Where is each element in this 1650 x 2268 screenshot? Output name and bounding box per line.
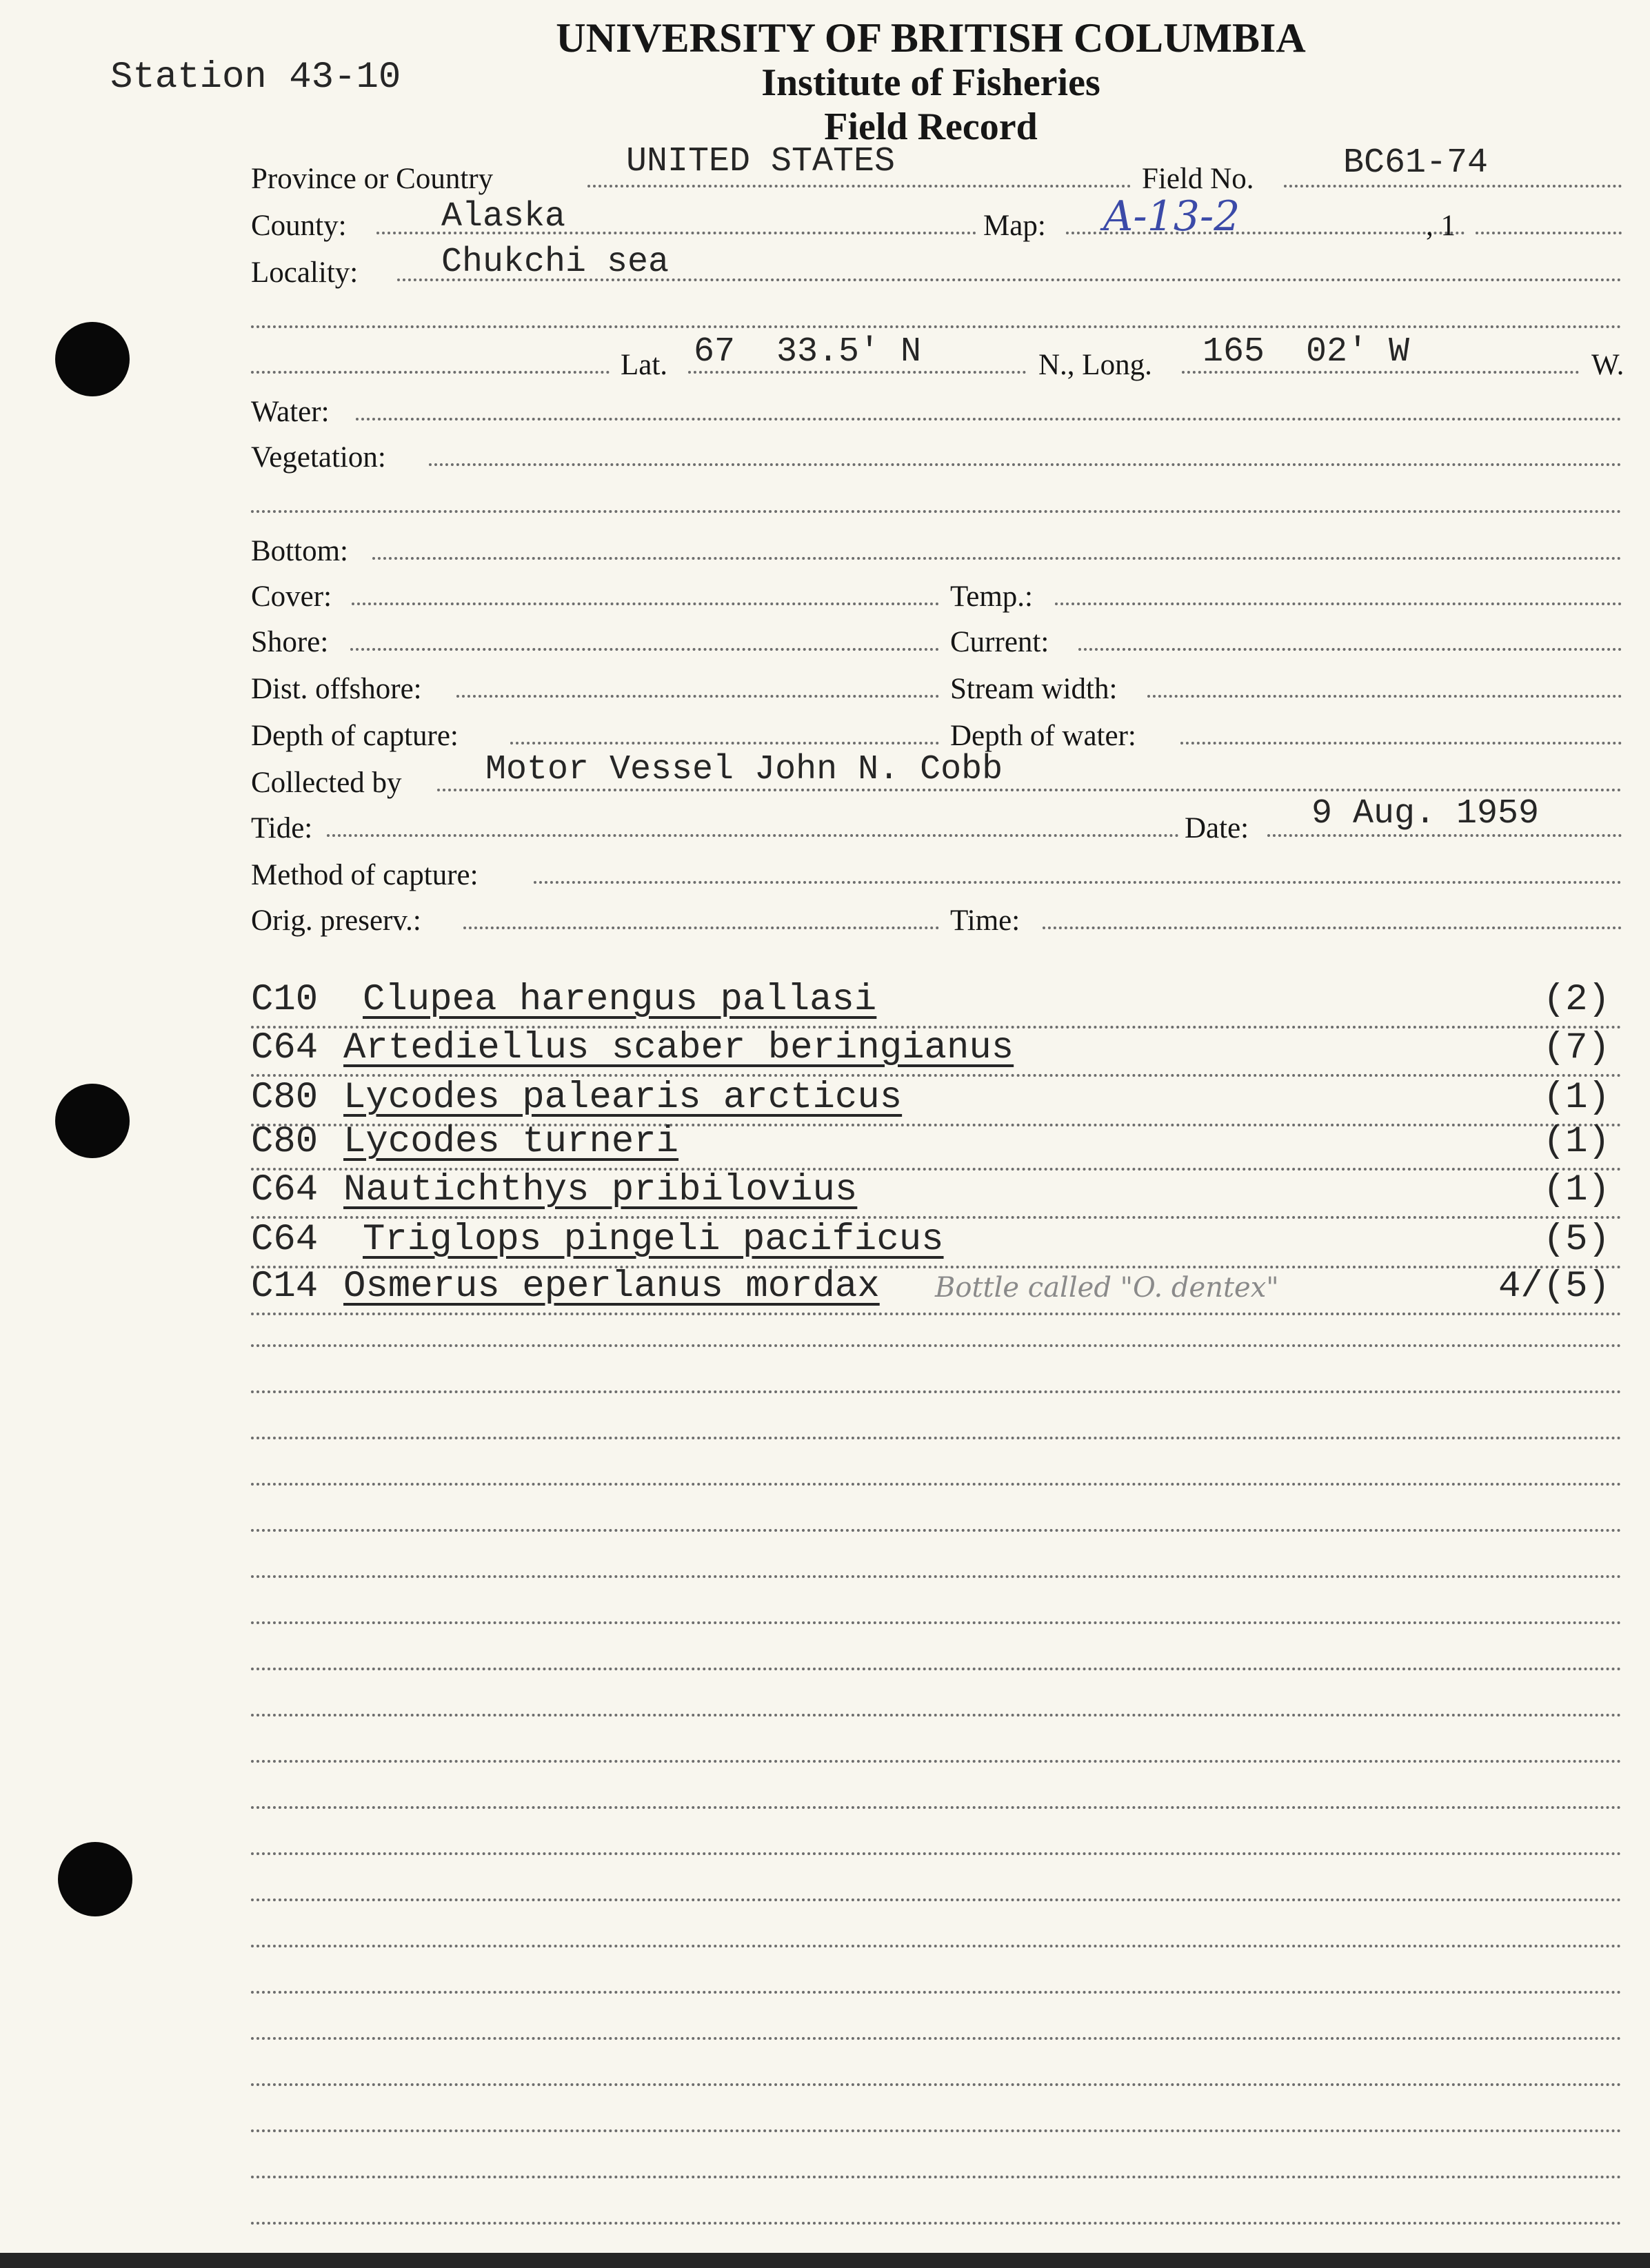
binder-hole-bottom	[58, 1842, 132, 1916]
binder-hole-middle	[55, 1084, 130, 1158]
time-label: Time:	[950, 904, 1020, 937]
blank-ruled-line	[251, 2176, 1622, 2178]
blank-ruled-line	[251, 1575, 1622, 1578]
species-row-line	[251, 1313, 1622, 1315]
stream-width-line	[1147, 695, 1622, 698]
field-no-label: Field No.	[1142, 163, 1254, 195]
depth-capture-line	[510, 742, 939, 745]
species-name: Lycodes palearis arcticus	[343, 1077, 903, 1119]
blank-ruled-line	[251, 1621, 1622, 1624]
stream-width-label: Stream width:	[950, 673, 1118, 705]
depth-water-label: Depth of water:	[950, 720, 1136, 752]
species-count: (5)	[1542, 1219, 1610, 1261]
cover-line	[352, 603, 939, 605]
time-line	[1043, 927, 1622, 929]
county-value: Alaska	[441, 197, 566, 236]
vegetation-line-2	[251, 510, 1622, 513]
date-label: Date:	[1185, 812, 1249, 844]
species-count: 4/(5)	[1498, 1266, 1610, 1308]
map-suffix: , 1	[1426, 210, 1456, 242]
locality-label: Locality:	[251, 256, 359, 289]
current-label: Current:	[950, 626, 1049, 658]
depth-capture-label: Depth of capture:	[251, 720, 459, 752]
species-name: Artediellus scaber beringianus	[343, 1027, 1014, 1069]
blank-ruled-line	[251, 2222, 1622, 2225]
temp-line	[1055, 603, 1622, 605]
binder-hole-top	[55, 322, 130, 396]
blank-ruled-line	[251, 1344, 1622, 1347]
long-label: N., Long.	[1038, 349, 1152, 381]
blank-ruled-line	[251, 1437, 1622, 1439]
blank-ruled-line	[251, 1991, 1622, 1994]
long-w-label: W.	[1591, 349, 1624, 381]
depth-water-line	[1180, 742, 1622, 745]
bottom-label: Bottom:	[251, 535, 348, 567]
date-line	[1267, 834, 1622, 837]
lat-label: Lat.	[621, 349, 668, 381]
blank-ruled-line	[251, 1668, 1622, 1670]
collected-by-label: Collected by	[251, 767, 402, 799]
cover-label: Cover:	[251, 580, 332, 613]
date-value: 9 Aug. 1959	[1311, 794, 1540, 833]
blank-ruled-line	[251, 2037, 1622, 2040]
blank-ruled-line	[251, 1852, 1622, 1855]
species-name: Clupea harengus pallasi	[363, 979, 877, 1021]
species-count: (1)	[1542, 1169, 1610, 1211]
blank-ruled-line	[251, 1760, 1622, 1763]
species-name: Nautichthys pribilovius	[343, 1169, 858, 1211]
tide-line	[327, 834, 1179, 837]
locality-line-2	[251, 325, 1622, 328]
station-number: Station 43-10	[110, 57, 401, 99]
species-code: C14	[251, 1266, 319, 1308]
map-value: A-13-2	[1103, 192, 1240, 241]
method-line	[534, 881, 1622, 884]
field-no-value: BC61-74	[1343, 143, 1489, 183]
vegetation-line	[429, 463, 1622, 466]
county-label: County:	[251, 210, 347, 242]
species-name: Triglops pingeli pacificus	[363, 1219, 944, 1261]
long-value: 165 02' W	[1203, 332, 1410, 372]
field-no-line	[1284, 185, 1622, 188]
dist-offshore-label: Dist. offshore:	[251, 673, 422, 705]
blank-ruled-line	[251, 1945, 1622, 1947]
species-note: Bottle called "O. dentex"	[935, 1272, 1279, 1304]
temp-label: Temp.:	[950, 580, 1033, 613]
scan-edge	[0, 2253, 1650, 2268]
blank-ruled-line	[251, 1529, 1622, 1532]
dist-offshore-line	[456, 695, 939, 698]
lat-value: 67 33.5' N	[694, 332, 922, 372]
orig-preserv-line	[463, 927, 939, 929]
blank-ruled-line	[251, 1806, 1622, 1809]
vegetation-label: Vegetation:	[251, 441, 386, 474]
blank-ruled-line	[251, 1390, 1622, 1393]
blank-ruled-line	[251, 1714, 1622, 1717]
lat-pre-line	[251, 371, 610, 374]
blank-ruled-line	[251, 1899, 1622, 1901]
water-label: Water:	[251, 396, 330, 428]
province-line	[587, 185, 1131, 188]
species-code: C10	[251, 979, 319, 1021]
species-code: C64	[251, 1027, 319, 1069]
locality-value: Chukchi sea	[441, 243, 670, 282]
collected-by-value: Motor Vessel John N. Cobb	[485, 750, 1003, 789]
institute-title: Institute of Fisheries	[761, 61, 1100, 104]
map-suffix-line	[1476, 232, 1622, 234]
shore-line	[350, 648, 939, 651]
species-code: C64	[251, 1219, 319, 1261]
shore-label: Shore:	[251, 626, 329, 658]
method-label: Method of capture:	[251, 859, 479, 891]
province-label: Province or Country	[251, 163, 494, 195]
species-count: (2)	[1542, 979, 1610, 1021]
bottom-line	[372, 557, 1622, 560]
province-value: UNITED STATES	[626, 142, 896, 181]
species-count: (7)	[1542, 1027, 1610, 1069]
blank-ruled-line	[251, 2083, 1622, 2086]
blank-ruled-line	[251, 2129, 1622, 2132]
water-line	[356, 418, 1622, 421]
species-count: (1)	[1542, 1121, 1610, 1163]
record-type-title: Field Record	[824, 105, 1038, 148]
tide-label: Tide:	[251, 812, 313, 844]
blank-ruled-line	[251, 1483, 1622, 1486]
map-label: Map:	[983, 210, 1046, 242]
species-name: Osmerus eperlanus mordax	[343, 1266, 880, 1308]
university-title: UNIVERSITY OF BRITISH COLUMBIA	[556, 15, 1306, 61]
current-line	[1078, 648, 1622, 651]
species-code: C80	[251, 1121, 319, 1163]
orig-preserv-label: Orig. preserv.:	[251, 904, 421, 937]
species-name: Lycodes turneri	[343, 1121, 679, 1163]
species-count: (1)	[1542, 1077, 1610, 1119]
species-code: C64	[251, 1169, 319, 1211]
species-code: C80	[251, 1077, 319, 1119]
